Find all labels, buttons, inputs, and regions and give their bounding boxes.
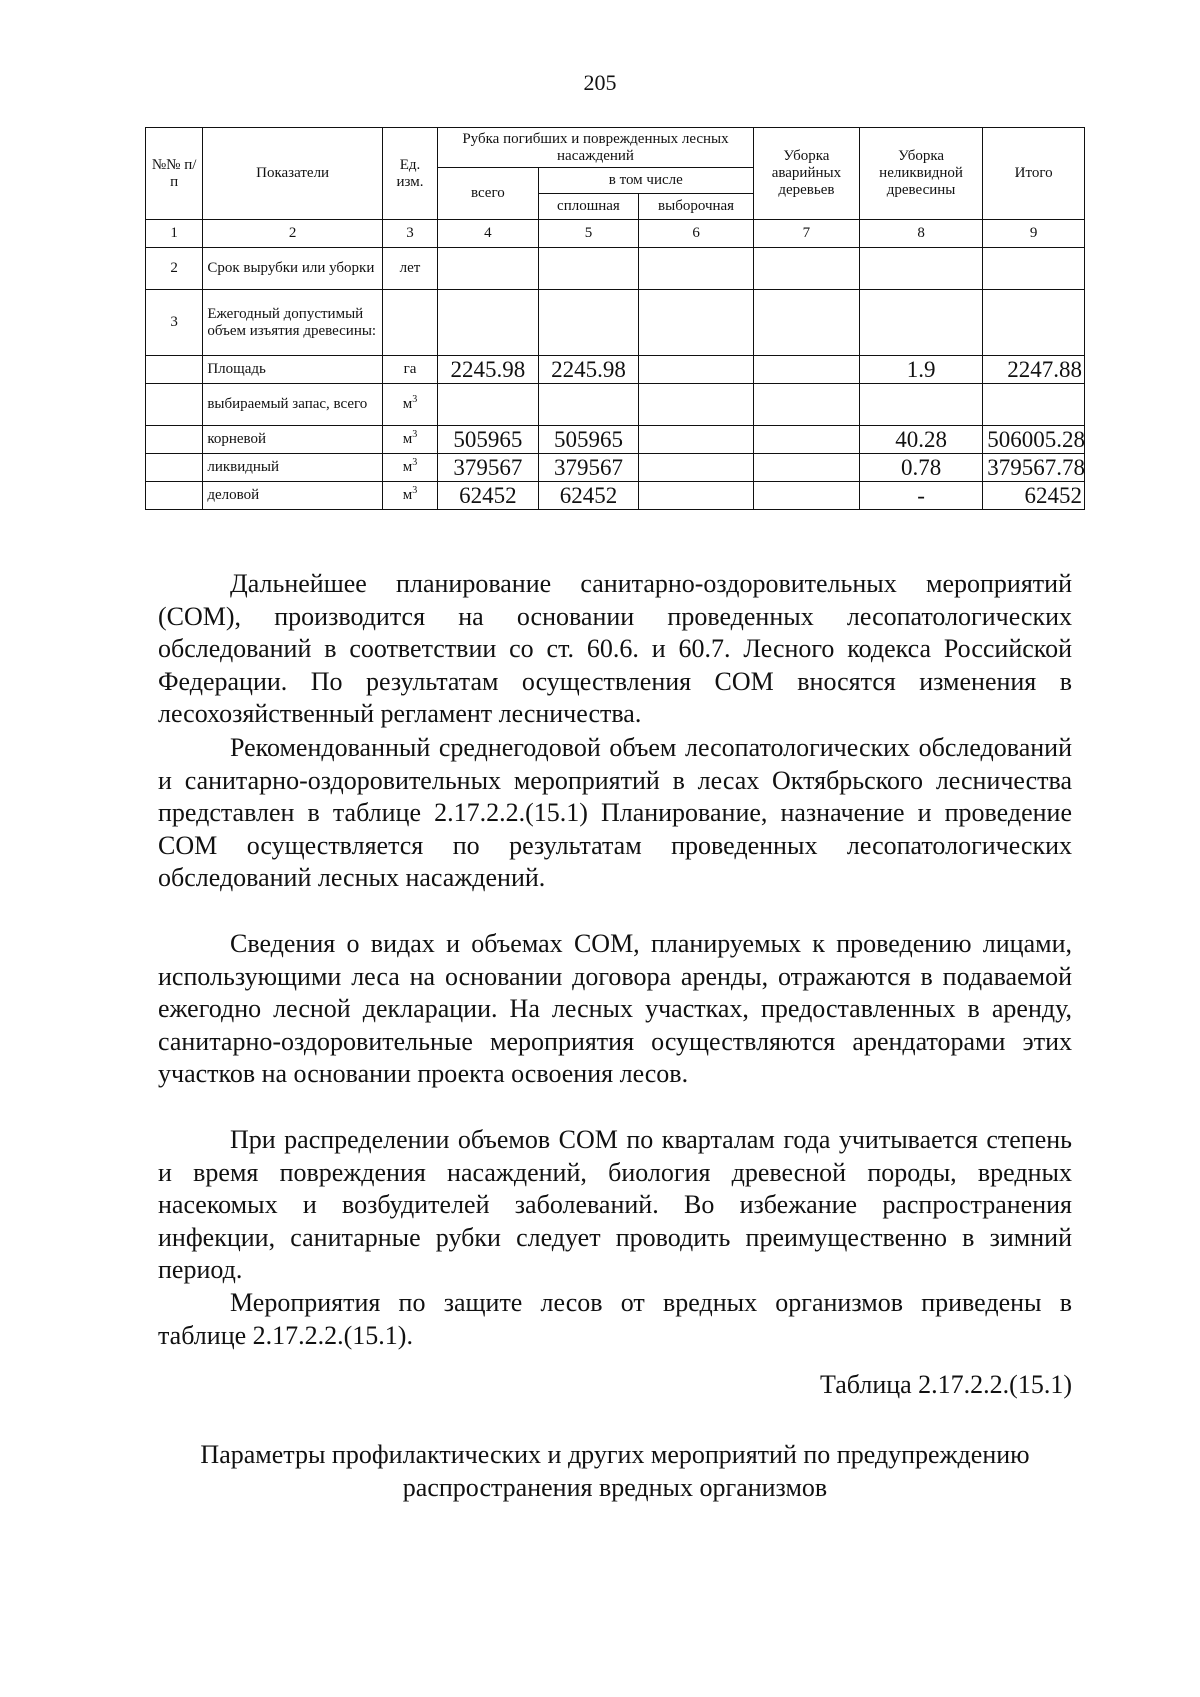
cell-clear <box>538 290 639 356</box>
cell-selective <box>639 356 754 384</box>
header-row-1 <box>146 128 1085 168</box>
cell-total <box>983 290 1085 356</box>
cell-total: 62452 <box>983 482 1085 510</box>
row-num <box>146 454 203 482</box>
col-number: 6 <box>639 220 754 248</box>
table-row <box>146 454 1085 482</box>
row-label: Ежегодный допустимый объем изъятия древесины: <box>203 290 383 356</box>
cell-emergency <box>753 356 859 384</box>
paragraph-sanitary-planning: Дальнейшее планирование санитарно-оздоровительных мероприятий (СОМ), производится на основании проведенных лесопатологических обследований в соответствии со ст. 60.6. и 60.7. Лесного кодекса Российской Федерации. По результатам осуществления СОМ вносятся изменения в лесохозяйственный регламент лесничества. <box>158 569 1072 728</box>
row-unit: м <box>402 431 413 447</box>
header-felling: Рубка погибших и поврежденных лесных насаждений <box>438 128 754 168</box>
table-row <box>146 290 1085 356</box>
cell-total-all <box>438 248 539 290</box>
cell-selective <box>639 248 754 290</box>
row-label: Площадь <box>203 356 383 384</box>
table-row <box>146 356 1085 384</box>
col-number: 8 <box>859 220 982 248</box>
header-indicators: Показатели <box>203 128 383 220</box>
cell-total-all: 379567 <box>438 454 539 482</box>
col-number: 5 <box>538 220 639 248</box>
cell-illiquid <box>859 290 982 356</box>
paragraph-recommended-volume: Рекомендованный среднегодовой объем лесопатологических обследований и санитарно-оздоровительных мероприятий в лесах Октябрьского лесничества представлен в таблице 2.17.2.2.(15.1) Планирование, назначение и проведение СОМ осуществляется по результатам проведенных лесопатологических обследований лесных насаждений. <box>158 733 1072 892</box>
header-clear: сплошная <box>538 194 639 220</box>
row-label: Срок вырубки или уборки <box>203 248 383 290</box>
cell-emergency <box>753 482 859 510</box>
felling-volume-table <box>145 127 1085 510</box>
cell-selective <box>639 384 754 426</box>
row-num <box>146 482 203 510</box>
cell-emergency <box>753 248 859 290</box>
col-number: 4 <box>438 220 539 248</box>
cell-total-all <box>438 384 539 426</box>
cell-emergency <box>753 384 859 426</box>
header-unit: Ед. изм. <box>382 128 437 220</box>
row-label: выбираемый запас, всего <box>203 384 383 426</box>
cell-emergency <box>753 290 859 356</box>
row-unit-cell <box>382 482 437 510</box>
unit-superscript: 3 <box>412 485 418 496</box>
unit-superscript: 3 <box>412 429 418 440</box>
col-number: 9 <box>983 220 1085 248</box>
paragraph-protection-measures: Мероприятия по защите лесов от вредных организмов приведены в таблице 2.17.2.2.(15.1). <box>158 1288 1072 1350</box>
table-row <box>146 384 1085 426</box>
cell-total-all <box>438 290 539 356</box>
cell-illiquid <box>859 248 982 290</box>
table-row <box>146 426 1085 454</box>
col-number: 2 <box>203 220 383 248</box>
cell-selective <box>639 290 754 356</box>
row-num: 2 <box>146 248 203 290</box>
row-unit: м <box>402 396 413 412</box>
header-including: в том числе <box>538 168 753 194</box>
cell-total-all: 2245.98 <box>438 356 539 384</box>
row-unit: лет <box>382 248 437 290</box>
column-number-row <box>146 220 1085 248</box>
cell-illiquid: 1.9 <box>859 356 982 384</box>
row-label: корневой <box>203 426 383 454</box>
cell-clear: 379567 <box>538 454 639 482</box>
cell-emergency <box>753 454 859 482</box>
cell-selective <box>639 454 754 482</box>
table-row <box>146 248 1085 290</box>
cell-emergency <box>753 426 859 454</box>
cell-illiquid: 0.78 <box>859 454 982 482</box>
row-unit: га <box>382 356 437 384</box>
col-number: 1 <box>146 220 203 248</box>
table-title <box>140 1438 1090 1504</box>
row-label: ликвидный <box>203 454 383 482</box>
cell-total-all: 505965 <box>438 426 539 454</box>
row-label: деловой <box>203 482 383 510</box>
row-num <box>146 384 203 426</box>
col-number: 3 <box>382 220 437 248</box>
table-title-line: распространения вредных организмов <box>402 1473 828 1502</box>
table-row <box>146 482 1085 510</box>
paragraph-quarter-distribution: При распределении объемов СОМ по кварталам года учитывается степень и время повреждения насаждений, биология древесной породы, вредных насекомых и возбудителей заболеваний. Во избежание распространения инфекции, санитарные рубки следует проводить преимущественно в зимний период. <box>158 1125 1072 1284</box>
row-num <box>146 426 203 454</box>
cell-selective <box>639 426 754 454</box>
row-unit-cell <box>382 384 437 426</box>
unit-superscript: 3 <box>412 394 418 405</box>
table-title-line: Параметры профилактических и других мероприятий по предупреждению <box>200 1440 1030 1469</box>
cell-illiquid: 40.28 <box>859 426 982 454</box>
header-total: Итого <box>983 128 1085 220</box>
cell-total: 2247.88 <box>983 356 1085 384</box>
cell-clear: 2245.98 <box>538 356 639 384</box>
cell-total: 379567.78 <box>983 454 1085 482</box>
cell-total-all: 62452 <box>438 482 539 510</box>
cell-illiquid: - <box>859 482 982 510</box>
table-reference: Таблица 2.17.2.2.(15.1) <box>819 1370 1072 1399</box>
paragraph-lease-info: Сведения о видах и объемах СОМ, планируемых к проведению лицами, использующими леса на основании договора аренды, отражаются в подаваемой ежегодно лесной декларации. На лесных участках, предоставленных в аренду, санитарно-оздоровительные мероприятия осуществляются арендаторами этих участков на основании проекта освоения лесов. <box>158 929 1072 1088</box>
header-total-all: всего <box>438 168 539 220</box>
row-unit <box>382 290 437 356</box>
header-emergency: Уборка аварийных деревьев <box>753 128 859 220</box>
cell-illiquid <box>859 384 982 426</box>
cell-clear <box>538 384 639 426</box>
row-unit: м <box>402 459 413 475</box>
cell-total <box>983 384 1085 426</box>
cell-clear: 62452 <box>538 482 639 510</box>
row-unit: м <box>402 487 413 503</box>
cell-clear: 505965 <box>538 426 639 454</box>
cell-selective <box>639 482 754 510</box>
page-number: 205 <box>583 70 617 95</box>
cell-clear <box>538 248 639 290</box>
cell-total: 506005.28 <box>983 426 1085 454</box>
header-illiquid: Уборка неликвидной древесины <box>859 128 982 220</box>
col-number: 7 <box>753 220 859 248</box>
row-num: 3 <box>146 290 203 356</box>
header-num: №№ п/п <box>146 128 203 220</box>
row-unit-cell <box>382 426 437 454</box>
cell-total <box>983 248 1085 290</box>
row-unit-cell <box>382 454 437 482</box>
header-selective: выборочная <box>639 194 754 220</box>
row-num <box>146 356 203 384</box>
unit-superscript: 3 <box>412 457 418 468</box>
